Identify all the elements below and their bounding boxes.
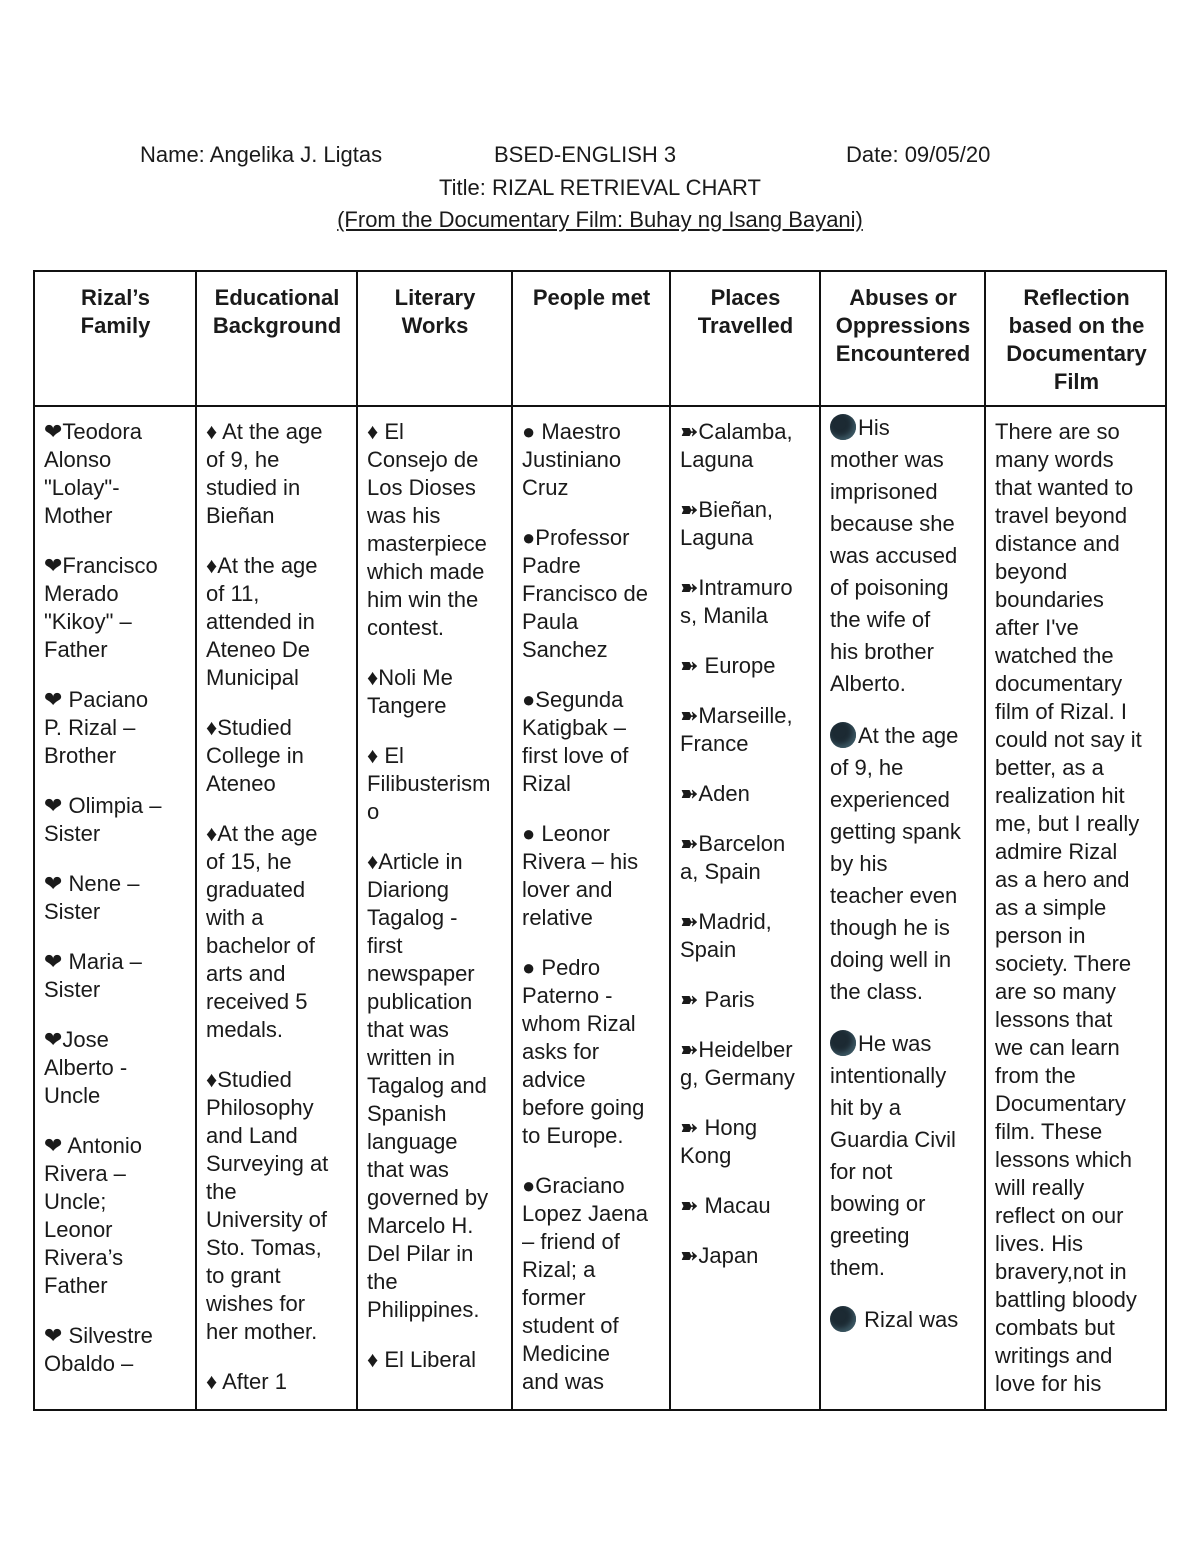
family-item-text: ❤Jose Alberto - Uncle xyxy=(44,1027,128,1108)
places-item xyxy=(680,1036,814,1092)
literary-item-text: ♦Article in Diariong Tagalog - first newspaper publication that was written in Tagalog and Spanish language that was governed by Marcelo H. Del Pilar in the Philippines. xyxy=(367,849,489,1322)
student-name: Name: Angelika J. Ligtas xyxy=(140,142,383,167)
places-item-text: ➽Marseille, France xyxy=(680,703,793,756)
people-item-text: ●Segunda Katigbak – first love of Rizal xyxy=(522,687,629,796)
people-item xyxy=(522,686,664,798)
abuses-item-text: He was intentionally hit by a Guardia Civil for not bowing or greeting them. xyxy=(830,1031,956,1280)
places-item xyxy=(680,496,814,552)
family-item xyxy=(44,418,190,530)
family-item-text: ❤ Nene – Sister xyxy=(44,871,140,924)
family-item-text: ❤ Paciano P. Rizal – Brother xyxy=(44,687,149,768)
education-item-text: ♦At the age of 15, he graduated with a bachelor of arts and received 5 medals. xyxy=(206,821,318,1042)
column-education xyxy=(195,272,357,1409)
literary-item xyxy=(367,664,506,720)
education-item xyxy=(206,552,351,692)
literary-item xyxy=(367,1346,506,1374)
places-item xyxy=(680,702,814,758)
people-item-text: ●Professor Padre Francisco de Paula Sanchez xyxy=(522,525,648,662)
places-item-text: ➽ Paris xyxy=(680,987,755,1012)
abuses-item xyxy=(830,1028,979,1284)
education-list xyxy=(206,418,351,1418)
people-item-text: ● Pedro Paterno - whom Rizal asks for advice before going to Europe. xyxy=(522,955,645,1148)
literary-item xyxy=(367,848,506,1324)
places-item xyxy=(680,1114,814,1170)
literary-item-text: ♦ El Liberal xyxy=(367,1347,477,1372)
abuses-item-text: His mother was imprisoned because she was accused of poisoning the wife of his brother Alberto. xyxy=(830,415,958,696)
family-list xyxy=(44,418,190,1400)
dark-circle-icon xyxy=(830,414,856,440)
places-item-text: ➽Heidelber g, Germany xyxy=(680,1037,795,1090)
education-item-text: ♦ After 1 xyxy=(206,1369,287,1394)
places-item xyxy=(680,574,814,630)
dark-circle-icon xyxy=(830,1030,856,1056)
places-item-text: ➽Calamba, Laguna xyxy=(680,419,793,472)
column-literary xyxy=(356,272,512,1409)
column-heading-people: People met xyxy=(532,285,651,310)
family-item xyxy=(44,1026,190,1110)
people-item xyxy=(522,524,664,664)
literary-item xyxy=(367,418,506,642)
column-places xyxy=(669,272,820,1409)
literary-item-text: ♦ El Filibusterism o xyxy=(367,743,491,824)
education-item xyxy=(206,1368,351,1396)
places-item-text: ➽Japan xyxy=(680,1243,759,1268)
places-list xyxy=(680,418,814,1292)
places-item-text: ➽Intramuro s, Manila xyxy=(680,575,793,628)
people-item-text: ● Leonor Rivera – his lover and relative xyxy=(522,821,639,930)
family-item-text: ❤ Maria – Sister xyxy=(44,949,142,1002)
abuses-item-text: At the age of 9, he experienced getting spank by his teacher even though he is doing well in the class. xyxy=(830,723,961,1004)
literary-list xyxy=(367,418,506,1396)
places-item xyxy=(680,652,814,680)
column-family xyxy=(35,272,196,1409)
places-item-text: ➽ Hong Kong xyxy=(680,1115,758,1168)
places-item-text: ➽ Europe xyxy=(680,653,776,678)
column-heading-reflection: Reflection based on the Documentary Film xyxy=(1006,285,1147,394)
column-reflection xyxy=(984,272,1167,1409)
abuses-item xyxy=(830,720,979,1008)
date-label: Date: 09/05/20 xyxy=(846,142,991,167)
literary-item-text: ♦ El Consejo de Los Dioses was his masterpiece which made him win the contest. xyxy=(367,419,487,640)
family-item-text: ❤ Antonio Rivera – Uncle; Leonor Rivera’s Father xyxy=(44,1133,142,1298)
education-item-text: ♦At the age of 11, attended in Ateneo De Municipal xyxy=(206,553,318,690)
people-list xyxy=(522,418,664,1418)
family-item xyxy=(44,1132,190,1300)
family-item xyxy=(44,792,190,848)
dark-circle-icon xyxy=(830,722,856,748)
places-item-text: ➽Bieñan, Laguna xyxy=(680,497,774,550)
literary-item xyxy=(367,742,506,826)
education-item xyxy=(206,418,351,530)
people-item xyxy=(522,418,664,502)
column-heading-family: Rizal’s Family xyxy=(80,285,151,338)
family-item-text: ❤ Silvestre Obaldo – xyxy=(44,1323,153,1376)
places-item-text: ➽Madrid, Spain xyxy=(680,909,772,962)
column-abuses xyxy=(819,272,985,1409)
people-item xyxy=(522,820,664,932)
places-item xyxy=(680,830,814,886)
family-item xyxy=(44,870,190,926)
column-heading-literary: Literary Works xyxy=(394,285,476,338)
people-item-text: ● Maestro Justiniano Cruz xyxy=(522,419,622,500)
header-line xyxy=(0,142,1200,172)
reflection-text: There are so many words that wanted to travel beyond distance and beyond boundaries after I've watched the documentary film of Rizal. I could not say it better, as a realization hit me, but I really admire Rizal as a hero and as a simple person in society. There are so many lessons that we can learn from the Documentary film. These lessons which will really reflect on our lives. His bravery,not in battling bloody combats but writings and love for his xyxy=(995,419,1142,1396)
education-item xyxy=(206,820,351,1044)
people-item-text: ●Graciano Lopez Jaena – friend of Rizal; a former student of Medicine and was xyxy=(522,1173,648,1394)
places-item-text: ➽Aden xyxy=(680,781,750,806)
education-item-text: ♦Studied College in Ateneo xyxy=(206,715,304,796)
column-heading-education: Educational Background xyxy=(212,285,342,338)
literary-item-text: ♦Noli Me Tangere xyxy=(367,665,453,718)
places-item xyxy=(680,780,814,808)
page-subtitle: (From the Documentary Film: Buhay ng Isang Bayani) xyxy=(337,207,863,232)
abuses-item xyxy=(830,412,979,700)
education-item xyxy=(206,1066,351,1346)
family-item-text: ❤Francisco Merado "Kikoy" – Father xyxy=(44,553,158,662)
column-heading-abuses: Abuses or Oppressions Encountered xyxy=(835,285,971,366)
people-item xyxy=(522,1172,664,1396)
course-label: BSED-ENGLISH 3 xyxy=(494,142,677,167)
places-item xyxy=(680,1242,814,1270)
people-item xyxy=(522,954,664,1150)
column-people xyxy=(511,272,670,1409)
family-item-text: ❤Teodora Alonso "Lolay"- Mother xyxy=(44,419,142,528)
education-item xyxy=(206,714,351,798)
family-item xyxy=(44,1322,190,1378)
places-item xyxy=(680,908,814,964)
places-item-text: ➽ Macau xyxy=(680,1193,771,1218)
retrieval-chart-table xyxy=(33,270,1167,1411)
places-item xyxy=(680,418,814,474)
places-item xyxy=(680,986,814,1014)
family-item xyxy=(44,552,190,664)
column-heading-places: Places Travelled xyxy=(697,285,794,338)
places-item xyxy=(680,1192,814,1220)
family-item-text: ❤ Olimpia – Sister xyxy=(44,793,162,846)
dark-circle-icon xyxy=(830,1306,856,1332)
page-title: Title: RIZAL RETRIEVAL CHART xyxy=(439,175,761,200)
abuses-item xyxy=(830,1304,979,1336)
abuses-list xyxy=(830,412,979,1356)
education-item-text: ♦Studied Philosophy and Land Surveying at the University of Sto. Tomas, to grant wishes for her mother. xyxy=(206,1067,329,1344)
family-item xyxy=(44,686,190,770)
abuses-item-text: Rizal was xyxy=(858,1307,959,1332)
places-item-text: ➽Barcelon a, Spain xyxy=(680,831,786,884)
education-item-text: ♦ At the age of 9, he studied in Bieñan xyxy=(206,419,323,528)
family-item xyxy=(44,948,190,1004)
